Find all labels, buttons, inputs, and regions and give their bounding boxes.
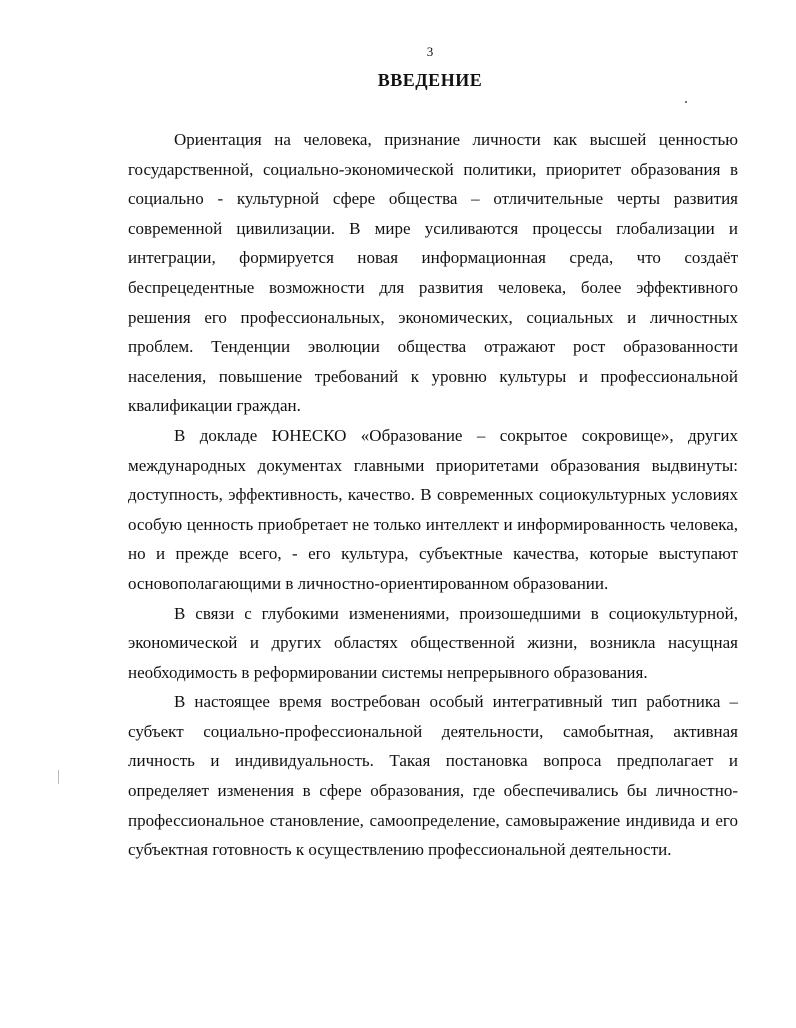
scan-margin-mark: [58, 770, 59, 784]
paragraph-changes: В связи с глубокими изменениями, произошедшими в социокультурной, экономической и других областях общественной жизни, возникла насущная необходимость в реформировании системы непрерывного образования.: [128, 603, 738, 682]
body-text: [128, 125, 738, 865]
page-number: 3: [426, 44, 434, 59]
paragraph-worker-type: В настоящее время востребован особый интегративный тип работника – субъект социально-профессиональной деятельности, самобытная, активная личность и индивидуальность. Такая постановка вопроса предполагает и определяет изменения в сфере образования, где обеспечивались бы личностно-профессиональное становление, самоопределение, самовыражение индивида и его субъектная готовность к осуществлению профессиональной деятельности.: [128, 692, 738, 860]
page-title: ВВЕДЕНИЕ: [377, 70, 483, 90]
paragraph-unesco: В докладе ЮНЕСКО «Образование – сокрытое сокровище», других международных документах главными приоритетами образования выдвинуты: доступность, эффективность, качество. В современных социокультурных условиях особую ценность приобретает не только интеллект и информированность человека, но и прежде всего, - его культура, субъектные качества, которые выступают основополагающими в личностно-ориентированном образовании.: [128, 425, 738, 593]
scan-speck: [685, 101, 687, 103]
paragraph-intro: Ориентация на человека, признание личности как высшей ценностью государственной, социально-экономической политики, приоритет образования в социально - культурной сфере общества – отличительные черты развития современной цивилизации. В мире усиливаются процессы глобализации и интеграции, формируется новая информационная среда, что создаёт беспрецедентные возможности для развития человека, более эффективного решения его профессиональных, экономических, социальных и личностных проблем. Тенденции эволюции общества отражают рост образованности населения, повышение требований к уровню культуры и профессиональной квалификации граждан.: [128, 130, 738, 416]
